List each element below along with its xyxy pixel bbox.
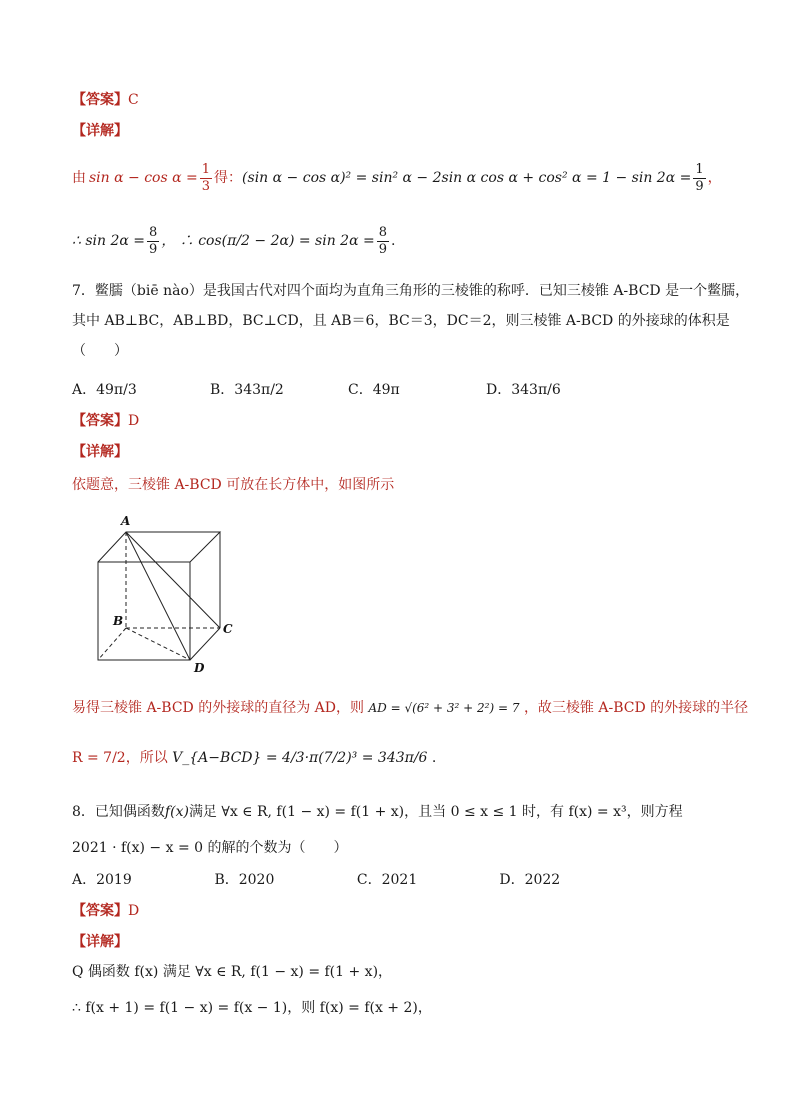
q7-option-c: C．49π	[348, 382, 400, 398]
q8-option-b: B．2020	[214, 872, 275, 888]
q8-stem-1b: 满足 ∀x ∈ R, f(1 − x) = f(1 + x)，且当 0 ≤ x ≤ 1 时，有 f(x) = x³，则方程	[188, 804, 683, 820]
hidden-edge-bd	[126, 628, 190, 660]
q6-end: .	[391, 233, 396, 249]
q6-prefix: 由	[72, 170, 86, 186]
q8-detail-tag	[72, 932, 750, 952]
label-b: B	[113, 614, 124, 628]
q6-detail-tag	[72, 121, 750, 141]
answer-tag: 【答案】	[72, 903, 128, 919]
answer-value: C	[128, 92, 139, 108]
answer-tag: 【答案】	[72, 413, 128, 429]
q6-fraction-8-9-b: $\frac{8}{9}$	[378, 224, 387, 257]
answer-value: D	[128, 903, 140, 919]
q6-detail-line-1	[72, 158, 750, 198]
q7-detail-3-end: .	[431, 750, 437, 766]
top-edges	[98, 532, 220, 562]
q8-fx: f(x)	[164, 804, 189, 820]
q8-stem-line-1	[72, 802, 750, 822]
q7-detail-line-2	[72, 698, 750, 718]
q7-option-b: B．343π/2	[210, 382, 284, 398]
q7-option-d: D．343π/6	[486, 382, 561, 398]
q7-detail-2b: ，故三棱锥 A-BCD 的外接球的半径	[523, 700, 749, 716]
q7-stem-line-2: 其中 AB⊥BC，AB⊥BD，BC⊥CD，且 AB＝6，BC＝3，DC＝2，则三棱锥 A-BCD 的外接球的体积是	[72, 313, 730, 329]
label-d: D	[194, 661, 205, 675]
detail-tag: 【详解】	[72, 444, 128, 460]
cuboid-figure	[88, 510, 248, 675]
q8-detail-line-2: ∴ f(x + 1) = f(1 − x) = f(x − 1)，则 f(x) = f(x + 2)，	[72, 1000, 432, 1016]
q6-fraction-1-3: $\frac{1}{3}$	[201, 161, 211, 194]
detail-tag: 【详解】	[72, 123, 128, 139]
q6-cos: ， ∴ cos(π/2 − 2α) = sin 2α =	[161, 233, 375, 249]
detail-tag: 【详解】	[72, 934, 128, 950]
q8-stem-line-2: 2021 · f(x) − x = 0 的解的个数为（ ）	[72, 840, 348, 856]
q6-answer-line	[72, 90, 750, 110]
q8-option-a: A．2019	[72, 872, 132, 888]
front-face	[98, 562, 190, 660]
q6-given: sin α − cos α =	[89, 170, 198, 186]
label-c: C	[223, 622, 233, 636]
q8-detail-line-1: Q 偶函数 f(x) 满足 ∀x ∈ R, f(1 − x) = f(1 + x)，	[72, 964, 393, 980]
q7-volume-formula: V_{A−BCD} = 4/3·π(7/2)³ = 343π/6	[172, 750, 428, 766]
q6-fraction-8-9-a: $\frac{8}{9}$	[149, 224, 158, 257]
q6-sin2a: ∴ sin 2α =	[72, 233, 146, 249]
q7-option-a: A．49π/3	[72, 382, 137, 398]
q7-ad-formula: AD = √(6² + 3² + 2²) = 7	[368, 701, 520, 715]
q6-de: 得：	[214, 170, 243, 186]
q7-detail-line-1: 依题意，三棱锥 A-BCD 可放在长方体中，如图所示	[72, 477, 395, 493]
q8-option-d: D．2022	[499, 872, 561, 888]
q6-comma: ，	[707, 170, 722, 186]
q7-detail-3a: R = 7/2，所以	[72, 750, 168, 766]
q8-stem-1a: 8．已知偶函数	[72, 804, 165, 820]
q8-option-c: C．2021	[356, 872, 418, 888]
label-a: A	[121, 514, 131, 528]
q6-fraction-1-9: $\frac{1}{9}$	[695, 161, 704, 194]
q6-detail-line-2	[72, 221, 750, 261]
bottom-right-edge	[190, 628, 220, 660]
q7-blank: （ ）	[72, 343, 128, 359]
q6-expansion: (sin α − cos α)² = sin² α − 2sin α cos α + cos² α = 1 − sin 2α =	[242, 170, 692, 186]
q7-stem-line-1: 7．鳖臑（biē nào）是我国古代对四个面均为直角三角形的三棱锥的称呼．已知三棱锥 A-BCD 是一个鳖臑，	[72, 283, 750, 299]
q7-answer-line	[72, 411, 750, 431]
edge-ad	[126, 532, 190, 660]
q7-detail-tag	[72, 442, 750, 462]
q7-detail-line-3	[72, 748, 750, 768]
answer-value: D	[128, 413, 140, 429]
hidden-edge-left	[98, 628, 126, 660]
q7-options	[72, 373, 750, 407]
q7-detail-2a: 易得三棱锥 A-BCD 的外接球的直径为 AD，则	[72, 700, 365, 716]
q8-answer-line	[72, 901, 750, 921]
answer-tag: 【答案】	[72, 92, 128, 108]
q8-options	[72, 870, 750, 890]
